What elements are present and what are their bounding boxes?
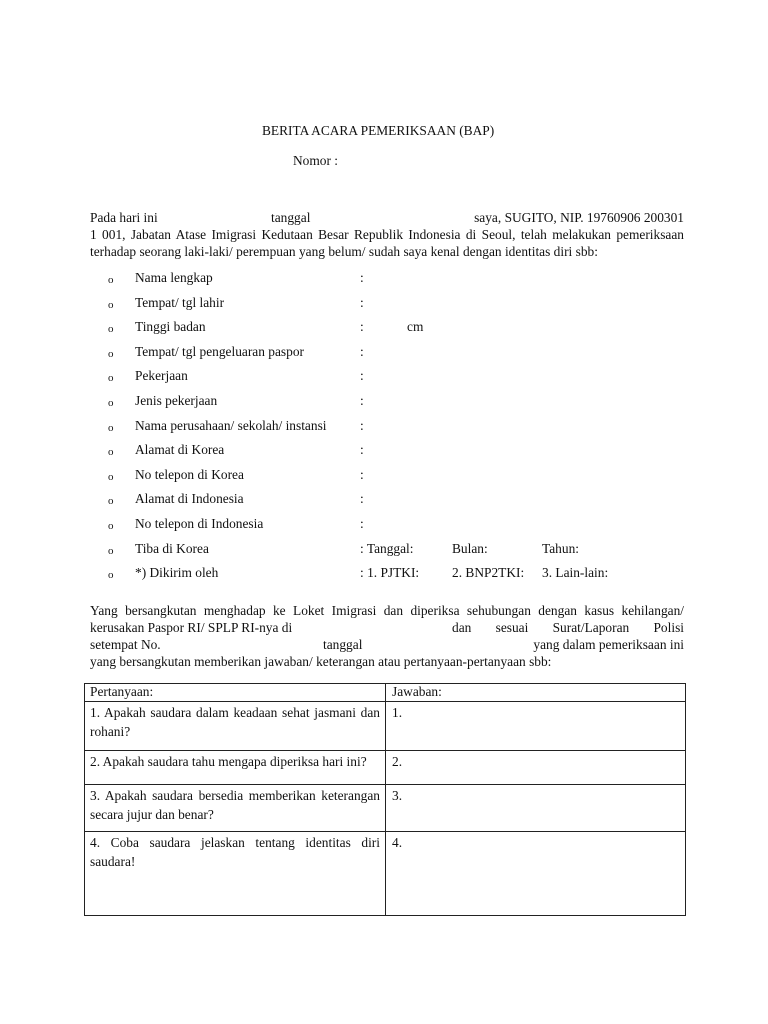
tiba-field-1: : Tanggal: <box>360 540 414 556</box>
header-answer: Jawaban: <box>386 684 686 702</box>
bullet-icon: o <box>108 569 114 582</box>
list-item-label: Jenis pekerjaan <box>135 393 218 408</box>
list-item-colon: : <box>360 368 364 384</box>
list-item <box>108 418 708 436</box>
list-item-colon: : <box>360 417 364 433</box>
list-item <box>108 393 708 411</box>
document-number-label: Nomor : <box>293 153 339 168</box>
tiba-field-3: Tahun: <box>542 540 579 556</box>
list-item-label: Tempat/ tgl lahir <box>135 294 225 310</box>
question-cell: 2. Apakah saudara tahu mengapa diperiksa hari ini? <box>85 751 386 785</box>
list-item <box>108 368 708 386</box>
case-examination-text: yang dalam pemeriksaan ini <box>533 637 684 652</box>
list-item-label: Nama perusahaan/ sekolah/ instansi <box>135 417 327 433</box>
intro-line-2: 1 001, Jabatan Atase Imigrasi Kedutaan Besar Republik Indonesia di Seoul, telah melakukan pemeriksaan <box>90 227 684 242</box>
list-item-dikirim <box>108 565 708 583</box>
list-item-label: Alamat di Korea <box>135 442 225 458</box>
height-unit: cm <box>407 319 424 335</box>
question-cell: 3. Apakah saudara bersedia memberikan keterangan secara jujur dan benar? <box>85 785 386 832</box>
intro-officer-text: saya, SUGITO, NIP. 19760906 200301 <box>474 210 684 225</box>
list-item-colon: : <box>360 343 364 359</box>
list-item-label: *) Dikirim oleh <box>135 565 219 581</box>
list-item-colon: : <box>360 516 364 531</box>
question-cell: 4. Coba saudara jelaskan tentang identitas diri saudara! <box>85 832 386 916</box>
intro-day-label: Pada hari ini <box>90 210 158 225</box>
list-item <box>108 442 708 460</box>
bullet-icon: o <box>108 347 114 360</box>
list-item <box>108 270 708 288</box>
list-item <box>108 516 708 534</box>
bullet-icon: o <box>108 274 114 286</box>
dikirim-field-2: 2. BNP2TKI: <box>452 565 525 581</box>
answer-cell[interactable]: 1. <box>386 702 686 751</box>
list-item <box>108 344 708 362</box>
table-row <box>85 751 686 785</box>
list-item-label: Nama lengkap <box>135 270 213 285</box>
list-item-colon: : <box>360 491 364 507</box>
list-item <box>108 319 708 337</box>
bullet-icon: o <box>108 544 114 557</box>
list-item <box>108 467 708 485</box>
list-item-label: No telepon di Korea <box>135 466 244 482</box>
bullet-icon: o <box>108 421 114 434</box>
list-item-label: Tiba di Korea <box>135 540 209 556</box>
list-item-colon: : <box>360 270 364 285</box>
list-item-label: Alamat di Indonesia <box>135 491 244 507</box>
list-item <box>108 491 708 509</box>
answer-cell[interactable]: 2. <box>386 751 686 785</box>
list-item-colon: : <box>360 466 364 482</box>
case-police-report-text: dan sesuai Surat/Laporan Polisi <box>452 620 684 635</box>
question-cell: 1. Apakah saudara dalam keadaan sehat jasmani dan rohani? <box>85 702 386 751</box>
table-row <box>85 832 686 916</box>
list-item-tiba <box>108 541 708 559</box>
list-item-colon: : <box>360 393 364 408</box>
list-item-colon: : <box>360 294 364 310</box>
intro-date-label: tanggal <box>271 210 311 225</box>
tiba-field-2: Bulan: <box>452 540 488 556</box>
bullet-icon: o <box>108 372 114 385</box>
intro-line-3: terhadap seorang laki-laki/ perempuan yang belum/ sudah saya kenal dengan identitas diri sbb: <box>90 244 598 259</box>
bullet-icon: o <box>108 397 114 409</box>
case-line-1: Yang bersangkutan menghadap ke Loket Imigrasi dan diperiksa sehubungan dengan kasus kehilangan/ <box>90 603 684 618</box>
case-line-4: yang bersangkutan memberikan jawaban/ keterangan atau pertanyaan-pertanyaan sbb: <box>90 654 552 669</box>
table-row <box>85 785 686 832</box>
dikirim-field-1: : 1. PJTKI: <box>360 565 420 581</box>
question-answer-table <box>84 683 686 916</box>
answer-cell[interactable]: 3. <box>386 785 686 832</box>
dikirim-field-3: 3. Lain-lain: <box>542 565 609 581</box>
case-number-label: setempat No. <box>90 637 161 652</box>
list-item-colon: : <box>360 319 364 335</box>
bullet-icon: o <box>108 495 114 508</box>
bullet-icon: o <box>108 323 114 336</box>
list-item-colon: : <box>360 442 364 458</box>
table-row <box>85 702 686 751</box>
case-passport-text: kerusakan Paspor RI/ SPLP RI-nya di <box>90 620 293 635</box>
table-header-row <box>85 684 686 702</box>
document-title: BERITA ACARA PEMERIKSAAN (BAP) <box>262 123 495 138</box>
list-item-label: Tinggi badan <box>135 319 206 335</box>
case-date-label: tanggal <box>323 637 363 652</box>
header-question: Pertanyaan: <box>85 684 386 702</box>
bullet-icon: o <box>108 520 114 532</box>
list-item <box>108 295 708 313</box>
bullet-icon: o <box>108 298 114 311</box>
bullet-icon: o <box>108 470 114 483</box>
bullet-icon: o <box>108 446 114 459</box>
answer-cell[interactable]: 4. <box>386 832 686 916</box>
list-item-label: Pekerjaan <box>135 368 188 384</box>
list-item-label: Tempat/ tgl pengeluaran paspor <box>135 343 304 359</box>
list-item-label: No telepon di Indonesia <box>135 516 264 531</box>
